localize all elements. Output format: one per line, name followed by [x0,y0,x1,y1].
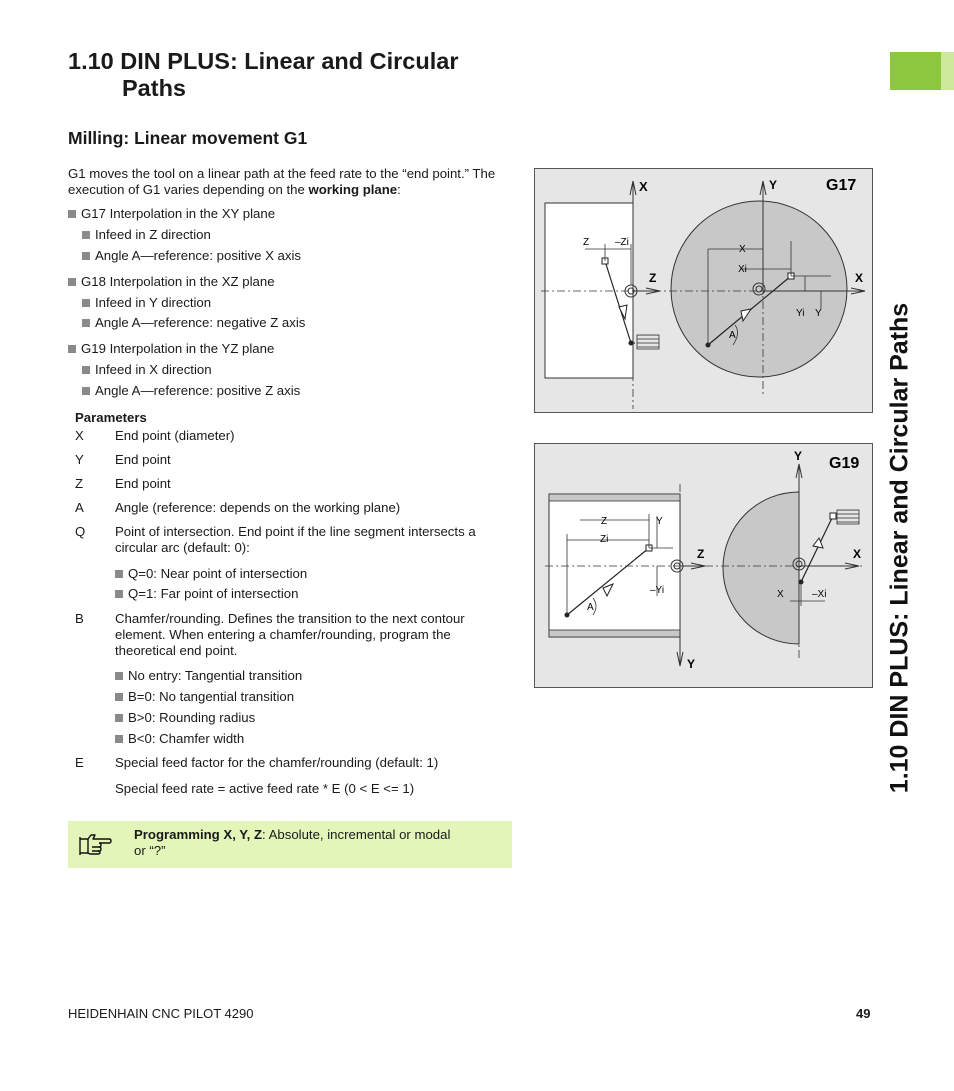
bullet-square-icon [82,319,90,327]
q-option: Q=0: Near point of intersection [115,566,307,582]
page-title [68,48,458,102]
bullet-square-icon [115,672,123,680]
axis-label-x: X [853,547,862,561]
bullet-square-icon [82,299,90,307]
param-key: B [75,611,84,626]
axis-label-z: Z [649,271,657,285]
b-option: B>0: Rounding radius [115,710,255,726]
dim-z: Z [583,237,590,248]
dim-a: A [587,602,594,613]
param-desc: Special feed factor for the chamfer/rounding (default: 1) [115,755,439,770]
dim-yi: –Yi [650,585,665,596]
bullet-square-icon [68,278,76,286]
param-key: E [75,755,84,770]
bullet-g18: G18 Interpolation in the XZ plane [68,274,275,290]
param-desc: End point (diameter) [115,428,235,443]
intro-paragraph: G1 moves the tool on a linear path at the feed rate to the “end point.” The execution of G1 varies depending on the working plane: [68,166,496,197]
axis-label-z: Z [697,547,705,561]
param-key: Z [75,476,84,491]
b-option: No entry: Tangential transition [115,668,302,684]
sub-bullet: Infeed in Z direction [82,227,211,243]
parameters-heading: Parameters [75,410,147,425]
axis-label-y-bottom: Y [687,657,696,671]
axis-label-x: X [639,179,648,194]
sub-bullet: Angle A—reference: negative Z axis [82,315,305,331]
sub-bullet: Infeed in X direction [82,362,212,378]
bullet-g17: G17 Interpolation in the XY plane [68,206,275,222]
note-text: Programming X, Y, Z: Absolute, incremental or modal or “?” [134,827,451,858]
q-option: Q=1: Far point of intersection [115,586,298,602]
workpiece-half-circle [723,492,799,644]
axis-label-x-right: X [855,271,864,285]
bullet-square-icon [82,387,90,395]
dim-yi: Yi [796,308,805,319]
bullet-square-icon [68,210,76,218]
sub-bullet: Angle A—reference: positive X axis [82,248,301,264]
dim-x: X [739,244,746,255]
b-option: B=0: No tangential transition [115,689,294,705]
page-title-line1: 1.10 DIN PLUS: Linear and Circular [68,48,459,74]
b-option: B<0: Chamfer width [115,731,244,747]
bullet-square-icon [115,590,123,598]
side-tab-marker [890,52,941,90]
axis-label-y: Y [769,178,778,192]
param-desc: End point [115,476,171,491]
bullet-square-icon [115,693,123,701]
figure-label: G19 [829,455,860,472]
side-tab-marker-light [941,52,954,90]
bullet-g19: G19 Interpolation in the YZ plane [68,341,274,357]
dim-x: X [777,589,784,600]
bullet-square-icon [82,252,90,260]
workpiece-circle [671,201,847,377]
dim-xi: Xi [738,264,747,275]
dim-y: Y [815,308,822,319]
dim-a: A [729,330,736,341]
param-key: Y [75,452,84,467]
dim-xi: –Xi [812,589,827,600]
param-key: A [75,500,84,515]
sub-bullet: Angle A—reference: positive Z axis [82,383,300,399]
dim-zi: –Zi [615,237,629,248]
page-number: 49 [856,1006,871,1021]
param-desc: Angle (reference: depends on the working plane) [115,500,401,515]
dim-y: Y [656,516,663,527]
e-formula: Special feed rate = active feed rate * E (0 < E <= 1) [115,781,415,796]
param-desc: Chamfer/rounding. Defines the transition to the next contour element. When entering a chamfer/rounding, program the theoretical end point. [115,611,465,658]
bullet-square-icon [115,570,123,578]
workpiece-block [545,203,633,378]
bullet-square-icon [115,714,123,722]
page-title-line2: Paths [122,75,186,101]
axis-label-y-top: Y [794,449,803,463]
param-desc: Point of intersection. End point if the line segment intersects a circular arc (default: 0): [115,524,476,555]
figure-label: G17 [826,177,857,194]
sub-bullet: Infeed in Y direction [82,295,211,311]
note-box [68,821,512,868]
param-key: Q [75,524,86,539]
param-desc: End point [115,452,171,467]
section-title: Milling: Linear movement G1 [68,128,308,148]
bullet-square-icon [115,735,123,743]
bullet-square-icon [82,231,90,239]
pointing-hand-icon [78,831,112,862]
footer-product: HEIDENHAIN CNC PILOT 4290 [68,1006,254,1021]
dim-zi: Zi [600,534,609,545]
figure-g17 [534,168,873,413]
bullet-square-icon [82,366,90,374]
bullet-square-icon [68,345,76,353]
figure-g19 [534,443,873,688]
dim-z: Z [601,516,608,527]
param-key: X [75,428,84,443]
